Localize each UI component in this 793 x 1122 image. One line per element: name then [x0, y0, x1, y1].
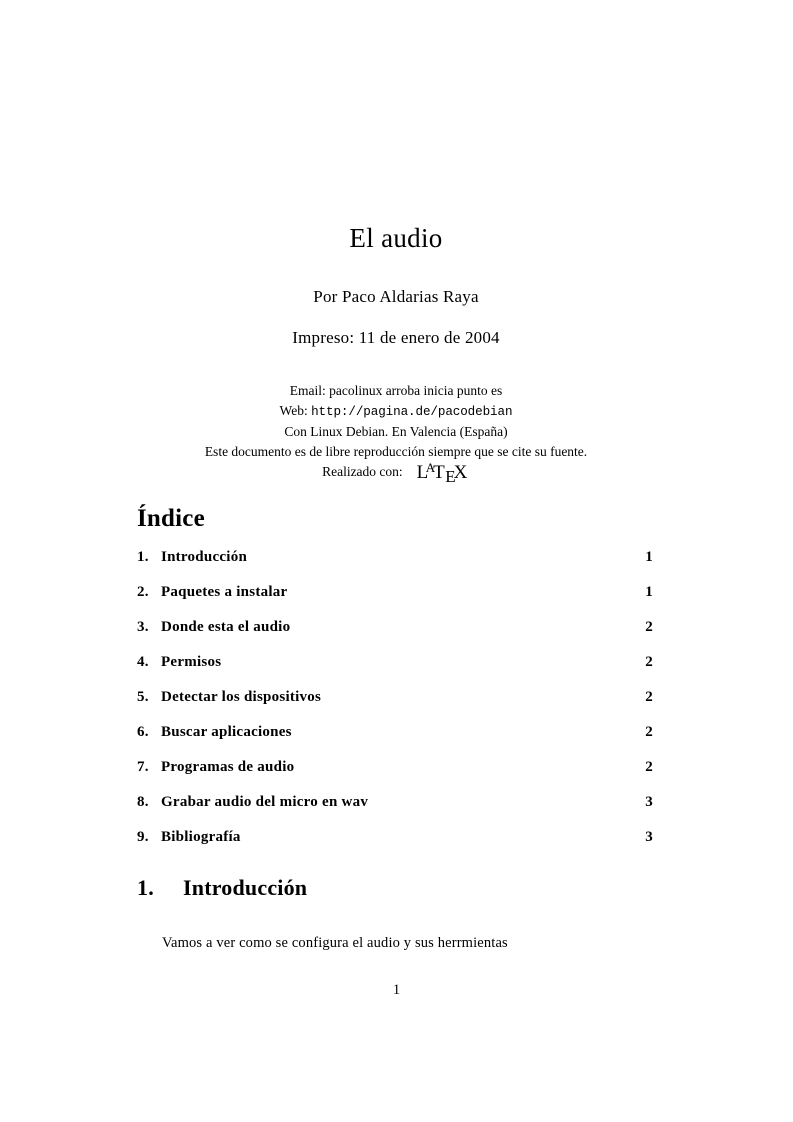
section-body-text: Vamos a ver como se configura el audio y sus herrmientas: [162, 934, 508, 951]
toc-entry[interactable]: [137, 829, 653, 864]
latex-logo-x: X: [453, 462, 467, 483]
toc-entry-label: Buscar aplicaciones: [161, 724, 292, 740]
latex-logo-a: A: [425, 460, 435, 475]
toc-entry[interactable]: [137, 689, 653, 724]
toc-entry[interactable]: [137, 794, 653, 829]
toc-entry-label: Detectar los dispositivos: [161, 689, 322, 705]
latex-logo: [416, 460, 470, 486]
latex-logo-e: E: [445, 467, 455, 486]
toc-entry-label: Grabar audio del micro en wav: [161, 794, 369, 810]
toc-entry[interactable]: [137, 549, 653, 584]
section-number: 1.: [137, 875, 154, 900]
web-line: [117, 401, 675, 423]
location-line: Con Linux Debian. En Valencia (España): [284, 424, 508, 439]
toc-entry[interactable]: [137, 619, 653, 654]
latex-logo-l: L: [416, 462, 428, 483]
toc-entry-page: 2: [645, 689, 653, 705]
toc-entry-label: Paquetes a instalar: [161, 584, 288, 600]
toc-entry[interactable]: [137, 654, 653, 689]
document-title: El audio: [349, 223, 443, 253]
made-with-line: [322, 460, 470, 486]
toc-entry-number: 2.: [137, 584, 149, 600]
section-title: Introducción: [183, 875, 308, 900]
web-url: http://pagina.de/pacodebian: [311, 404, 513, 419]
license-line: Este documento es de libre reproducción siempre que se cite su fuente.: [204, 443, 588, 459]
document-print-date: Impreso: 11 de enero de 2004: [292, 328, 500, 348]
toc-entry[interactable]: [137, 584, 653, 619]
toc-entry-label: Permisos: [161, 654, 222, 670]
toc-entry-number: 5.: [137, 689, 149, 705]
toc-heading: Índice: [137, 505, 205, 532]
page-number-footer: 1: [392, 982, 401, 998]
toc-entry-page: 3: [645, 794, 653, 810]
toc-entry-page: 3: [645, 829, 653, 845]
toc-entry-label: Programas de audio: [161, 759, 295, 775]
document-author: Por Paco Aldarias Raya: [313, 287, 479, 307]
toc-entry-page: 1: [645, 584, 653, 600]
toc-entry-number: 4.: [137, 654, 149, 670]
toc-entry-number: 8.: [137, 794, 149, 810]
toc-entry-number: 1.: [137, 549, 149, 565]
table-of-contents: [137, 549, 653, 864]
toc-entry-page: 2: [645, 619, 653, 635]
toc-entry-page: 2: [645, 724, 653, 740]
toc-entry-label: Donde esta el audio: [161, 619, 291, 635]
document-metadata: [117, 381, 675, 486]
toc-entry-label: Bibliografía: [161, 829, 241, 845]
web-label: Web:: [279, 402, 308, 418]
email-line: Email: pacolinux arroba inicia punto es: [289, 383, 503, 398]
toc-entry-page: 1: [645, 549, 653, 565]
latex-logo-t: T: [433, 462, 445, 483]
toc-entry-page: 2: [645, 654, 653, 670]
toc-entry-number: 6.: [137, 724, 149, 740]
section-heading-introduccion: [137, 875, 307, 901]
toc-entry-page: 2: [645, 759, 653, 775]
toc-entry[interactable]: [137, 724, 653, 759]
toc-entry-number: 7.: [137, 759, 149, 775]
title-block: [137, 222, 655, 348]
toc-entry-number: 3.: [137, 619, 149, 635]
toc-entry[interactable]: [137, 759, 653, 794]
toc-entry-number: 9.: [137, 829, 149, 845]
toc-entry-label: Introducción: [161, 549, 248, 565]
made-with-label: Realizado con:: [322, 464, 403, 479]
